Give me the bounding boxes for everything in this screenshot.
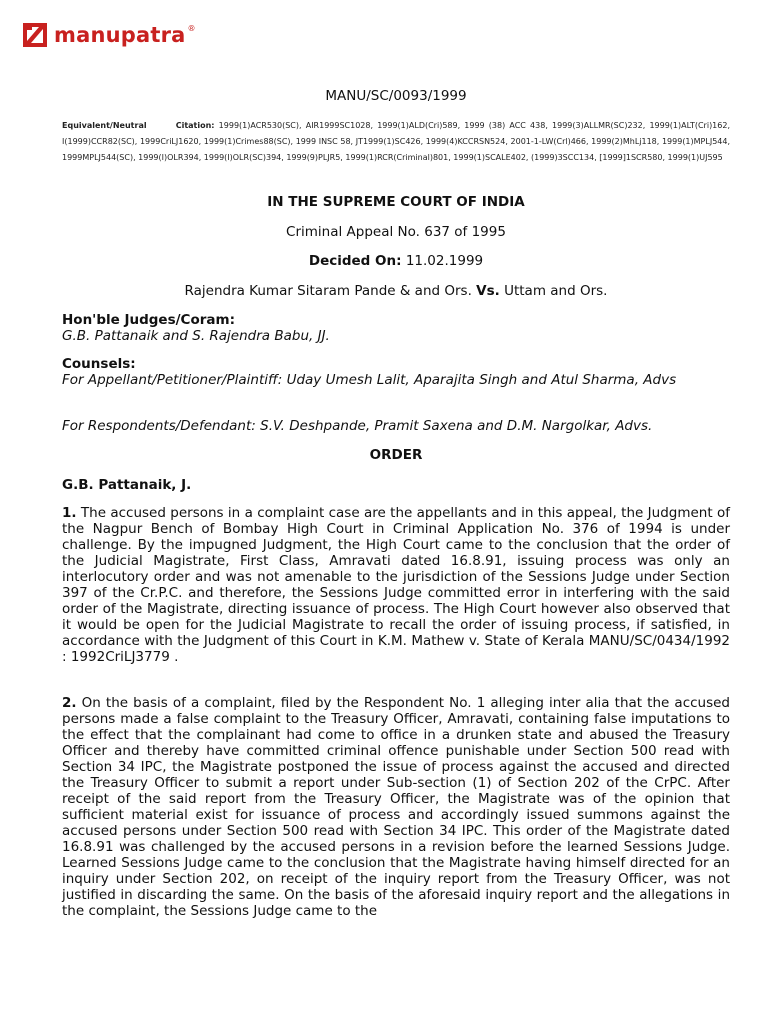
manu-citation-id: MANU/SC/0093/1999 (325, 88, 467, 104)
citation-label: Equivalent/Neutral (62, 121, 147, 130)
paragraph-text: On the basis of a complaint, filed by the Respondent No. 1 alleging inter alia that the accused persons made a false complaint to the Treasury Officer, Amravati, containing false imputations to the effect that the complainant had come to office in a drunken state and abused the Treasury Officer and thereby have committed criminal offence punishable under Section 500 read with Section 34 IPC, the Magistrate postponed the issue of process against the accused and directed the Treasury Officer to submit a report under Sub-section (1) of Section 202 of the CrPC. After receipt of the said report from the Treasury Officer, the Magistrate was of the opinion that sufficient material exist for issuance of process and accordingly issued summons against the accused persons under Section 500 read with Section 34 IPC. This order of the Magistrate dated 16.8.91 was challenged by the accused persons in a revision before the learned Sessions Judge. Learned Sessions Judge came to the conclusion that the Magistrate having himself directed for an inquiry under Section 202, on receipt of the inquiry report from the Treasury Officer, was not justified in discarding the same. On the basis of the aforesaid inquiry report and the allegations in the complaint, the Sessions Judge came to the (62, 695, 730, 919)
equivalent-citations (62, 118, 730, 166)
decided-on (62, 253, 730, 269)
respondent-counsels: For Respondents/Defendant: S.V. Deshpande, Pramit Saxena and D.M. Nargolkar, Advs. (62, 418, 653, 434)
judgment-author: G.B. Pattanaik, J. (62, 477, 192, 493)
paragraph-text: The accused persons in a complaint case are the appellants and in this appeal, the Judgment of the Nagpur Bench of Bombay High Court in Criminal Application No. 376 of 1994 is under challenge. By the impugned Judgment, the High Court came to the conclusion that the order of the Judicial Magistrate, First Class, Amravati dated 16.8.91, issuing process was only an interlocutory order and was not amenable to the jurisdiction of the Sessions Judge under Section 397 of the Cr.P.C. and therefore, the Sessions Judge committed error in interfering with the said order of the Magistrate, directing issuance of process. The High Court however also observed that it would be open for the Judicial Magistrate to recall the order of issuing process, if satisfied, in accordance with the Judgment of this Court in K.M. Mathew v. State of Kerala MANU/SC/0434/1992 : 1992CriLJ3779 . (62, 505, 730, 665)
versus-label: Vs. (476, 283, 500, 299)
registered-mark: ® (187, 24, 196, 33)
order-heading: ORDER (369, 447, 423, 463)
appellant-name: Rajendra Kumar Sitaram Pande & and Ors. (184, 283, 472, 299)
counsels-heading: Counsels: (62, 356, 136, 372)
court-name: IN THE SUPREME COURT OF INDIA (267, 194, 525, 210)
paragraph-number: 2. (62, 695, 77, 711)
paragraph-2 (62, 695, 730, 919)
case-parties (62, 283, 730, 299)
citation-label-suffix: Citation: (175, 121, 215, 130)
brand-name: manupatra (54, 23, 186, 47)
manupatra-logo (22, 22, 196, 48)
appeal-number: Criminal Appeal No. 637 of 1995 (286, 224, 506, 240)
citation-list: 1999(1)ACR530(SC), AIR1999SC1028, 1999(1)ALD(Cri)589, 1999 (38) ACC 438, 1999(3)ALLMR(SC)232, 1999(1)ALT(Cri)162, I(1999)CCR82(SC), 1999CriLJ1620, 1999(1)Crimes88(SC), 1999 INSC 58, JT1999(1)SC426, 1999(4)KCCRSN524, 2001-1-LW(Crl)466, 1999(2)MhLj118, 1999(1)MPLJ544, 1999MPLJ544(SC), 1999(I)OLR394, 1999(I)OLR(SC)394, 1999(9)PLJR5, 1999(1)RCR(Criminal)801, 1999(1)SCALE402, (1999)3SCC134, [1999]1SCR580, 1999(1)UJ595 (62, 121, 730, 162)
paragraph-1 (62, 505, 730, 665)
judges-heading: Hon'ble Judges/Coram: (62, 312, 235, 328)
respondent-name: Uttam and Ors. (504, 283, 608, 299)
appellant-counsels: For Appellant/Petitioner/Plaintiff: Uday Umesh Lalit, Aparajita Singh and Atul Sharma, Advs (62, 372, 677, 388)
judges-names: G.B. Pattanaik and S. Rajendra Babu, JJ. (62, 328, 330, 344)
decided-date: 11.02.1999 (405, 253, 484, 269)
manupatra-logo-icon (22, 22, 48, 48)
decided-label: Decided On: (308, 253, 402, 269)
paragraph-number: 1. (62, 505, 77, 521)
